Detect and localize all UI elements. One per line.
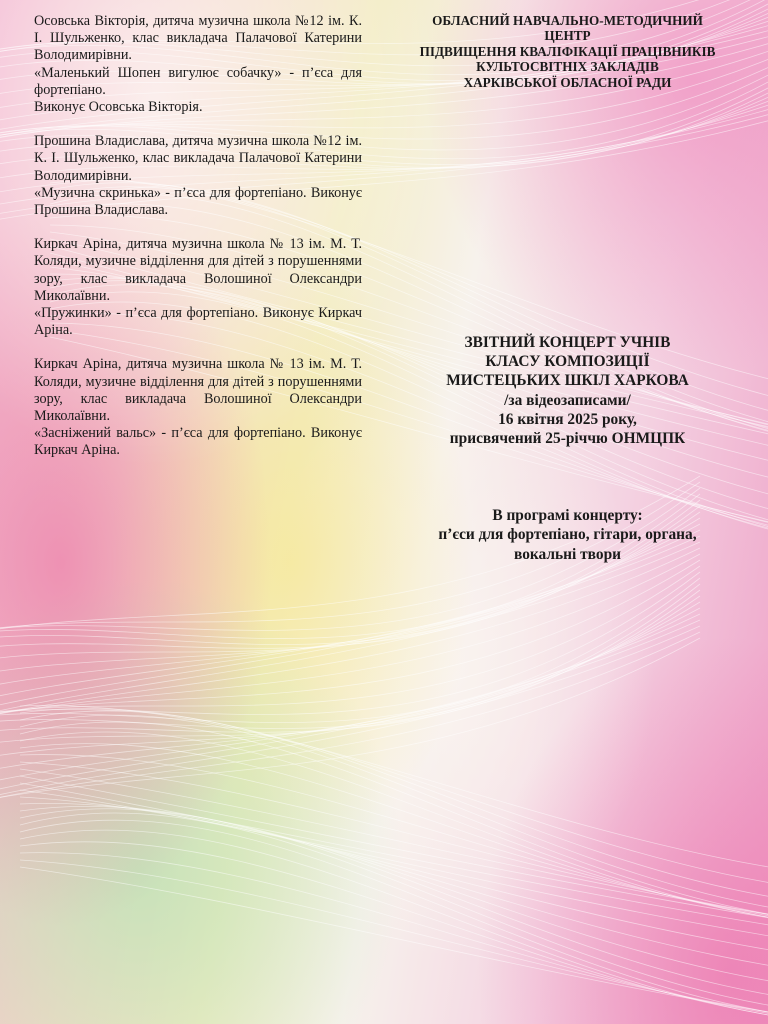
- entry-text: Осовська Вікторія, дитяча музична школа №12 ім. К. І. Шульженко, клас викладача Палачової Катерини Володимирівни.: [34, 13, 362, 64]
- performer-entry: [34, 13, 362, 116]
- concert-title: [410, 333, 725, 448]
- title-column: [410, 13, 725, 563]
- organization-line: ХАРКІВСЬКОЇ ОБЛАСНОЇ РАДИ: [463, 74, 672, 90]
- concert-title-line: КЛАСУ КОМПОЗИЦІЇ: [485, 353, 650, 371]
- performer-entry: [34, 133, 362, 219]
- entry-text: Виконує Осовська Вікторія.: [34, 99, 203, 116]
- performer-entry: [34, 236, 362, 339]
- entry-text: Прошина Владислава, дитяча музична школа №12 ім. К. І. Шульженко, клас викладача Палачової Катерини Володимирівни.: [34, 133, 362, 184]
- program-line: п’єси для фортепіано, гітари, органа,: [438, 526, 697, 544]
- concert-date: 16 квітня 2025 року,: [498, 410, 637, 428]
- entry-text: «Засніжений вальс» - п’єса для фортепіано. Виконує Киркач Аріна.: [34, 425, 362, 459]
- entry-text: Киркач Аріна, дитяча музична школа № 13 ім. М. Т. Коляди, музичне відділення для дітей з порушеннями зору, клас викладача Волошиної Олександри Миколаївни.: [34, 356, 362, 425]
- program-heading: В програмі концерту:: [492, 507, 643, 524]
- performer-entry: [34, 356, 362, 459]
- organization-line: ПІДВИЩЕННЯ КВАЛІФІКАЦІЇ ПРАЦІВНИКІВ: [419, 43, 716, 59]
- entry-text: Киркач Аріна, дитяча музична школа № 13 ім. М. Т. Коляди, музичне відділення для дітей з порушеннями зору, клас викладача Волошиної Олександри Миколаївни.: [34, 236, 362, 304]
- concert-dedication: присвячений 25-річчю ОНМЦПК: [449, 430, 686, 448]
- entry-text: «Музична скринька» - п’єса для фортепіано. Виконує Прошина Владислава.: [34, 184, 362, 219]
- organization-header: [410, 13, 725, 90]
- entry-text: «Маленький Шопен вигулює собачку» - п’єса для фортепіано.: [34, 64, 362, 98]
- program-summary: [410, 506, 725, 564]
- program-line: вокальні твори: [513, 545, 622, 563]
- organization-line: ОБЛАСНИЙ НАВЧАЛЬНО-МЕТОДИЧНИЙ ЦЕНТР: [432, 13, 703, 44]
- entry-text: «Пружинки» - п’єса для фортепіано. Виконує Киркач Аріна.: [34, 305, 362, 339]
- concert-title-line: ЗВІТНИЙ КОНЦЕРТ УЧНІВ: [464, 334, 671, 351]
- concert-subtitle: /за відеозаписами/: [504, 391, 631, 409]
- organization-line: КУЛЬТОСВІТНІХ ЗАКЛАДІВ: [476, 59, 659, 75]
- concert-title-line: МИСТЕЦЬКИХ ШКІЛ ХАРКОВА: [446, 372, 689, 390]
- program-details-column: [34, 13, 362, 477]
